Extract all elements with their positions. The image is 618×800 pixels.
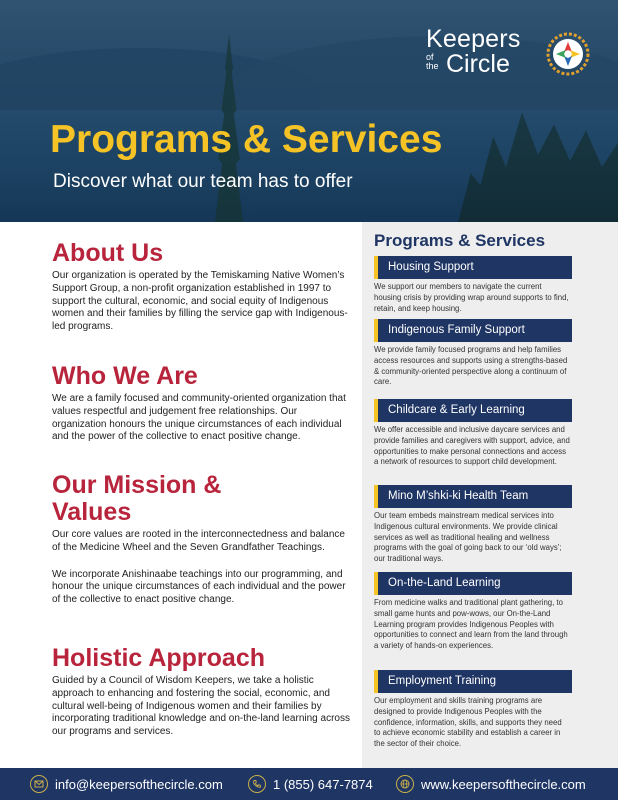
footer-website[interactable]	[396, 768, 586, 800]
logo-circle: Circle	[446, 50, 510, 78]
who-heading: Who We Are	[52, 362, 198, 390]
service-body: We provide family focused programs and help families access resources and supports using a strengths-based & community-oriented perspective along a continuum of care.	[374, 345, 568, 387]
service-heading: On-the-Land Learning	[374, 572, 572, 595]
holistic-body: Guided by a Council of Wisdom Keepers, we take a holistic approach to enhancing and fostering the social, economic, and cultural well-being of Indigenous women and their families by incorporating traditional knowledge and on-the-land learning across our programs and services.	[52, 675, 350, 738]
service-heading: Indigenous Family Support	[374, 319, 572, 342]
holistic-heading: Holistic Approach	[52, 644, 265, 672]
service-body: From medicine walks and traditional plant gathering, to small game hunts and pow-wows, our On-the-Land Learning program provides Indigenous Peoples with opportunities to connect and learn from the land through a variety of hands-on experiences.	[374, 598, 568, 651]
logo-emblem-icon	[546, 32, 590, 76]
services-panel	[362, 222, 618, 768]
logo-keepers: Keepers	[426, 25, 521, 53]
logo-the: the	[426, 61, 439, 71]
service-housing	[374, 256, 572, 314]
mission-heading	[52, 472, 352, 526]
service-body: Our team embeds mainstream medical services into Indigenous cultural environments. We provide clinical services as well as traditional healing and wellness programs with the goal of going back to our ‘old ways’; our traditional ways.	[374, 511, 562, 564]
footer-phone[interactable]	[248, 768, 373, 800]
service-family	[374, 319, 572, 388]
service-body: We support our members to navigate the current housing crisis by providing wrap around supports to find, retain, and keep housing.	[374, 282, 569, 313]
service-land	[374, 572, 572, 652]
page-subtitle: Discover what our team has to offer	[53, 171, 353, 192]
service-heading: Childcare & Early Learning	[374, 399, 572, 422]
section-about	[52, 240, 352, 334]
about-body: Our organization is operated by the Temiskaming Native Women’s Support Group, a non-profit organization established in 1997 to support the cultural, economic, and social equity of Indigenous women and their families by filling the service gap with Indigenous-led programs.	[52, 270, 348, 333]
footer-email-text: info@keepersofthecircle.com	[55, 776, 223, 792]
services-title: Programs & Services	[374, 231, 546, 250]
globe-icon	[396, 775, 414, 793]
page-title: Programs & Services	[50, 118, 443, 161]
mission-heading-line1: Our Mission &	[52, 471, 222, 499]
service-health	[374, 485, 572, 565]
who-body: We are a family focused and community-oriented organization that values respectful and judgement free relationships. Our organization honours the unique circumstances of each individual and the power of the collective to enact positive change.	[52, 393, 346, 443]
service-body: We offer accessible and inclusive daycare services and provide families and caregivers with support, advice, and opportunities to make personal connections and access a network of resources to support child development.	[374, 425, 570, 467]
service-body: Our employment and skills training programs are designed to provide Indigenous Peoples with the confidence, information, skills, and supports they need to achieve economic stability and establish a career in the sector of their choice.	[374, 696, 562, 749]
mission-body-2: We incorporate Anishinaabe teachings into our programming, and honour the unique circumstances of each individual and the power of the collective to enact positive change.	[52, 568, 346, 606]
section-who	[52, 363, 352, 444]
mission-heading-line2: Values	[52, 498, 132, 526]
phone-icon	[248, 775, 266, 793]
service-childcare	[374, 399, 572, 468]
section-mission	[52, 472, 352, 607]
hero-banner	[0, 0, 618, 222]
mission-body-1: Our core values are rooted in the interconnectedness and balance of the Medicine Wheel and the Seven Grandfather Teachings.	[52, 529, 345, 553]
footer-email[interactable]	[30, 768, 223, 800]
email-icon	[30, 775, 48, 793]
logo	[426, 26, 596, 82]
service-heading: Housing Support	[374, 256, 572, 279]
service-heading: Mino M’shki-ki Health Team	[374, 485, 572, 508]
footer-website-text: www.keepersofthecircle.com	[421, 776, 586, 792]
service-heading: Employment Training	[374, 670, 572, 693]
about-heading: About Us	[52, 239, 164, 267]
logo-of: of	[426, 52, 434, 62]
service-employment	[374, 670, 572, 750]
footer	[0, 768, 618, 800]
section-holistic	[52, 645, 352, 739]
footer-phone-text: 1 (855) 647-7874	[273, 776, 373, 792]
